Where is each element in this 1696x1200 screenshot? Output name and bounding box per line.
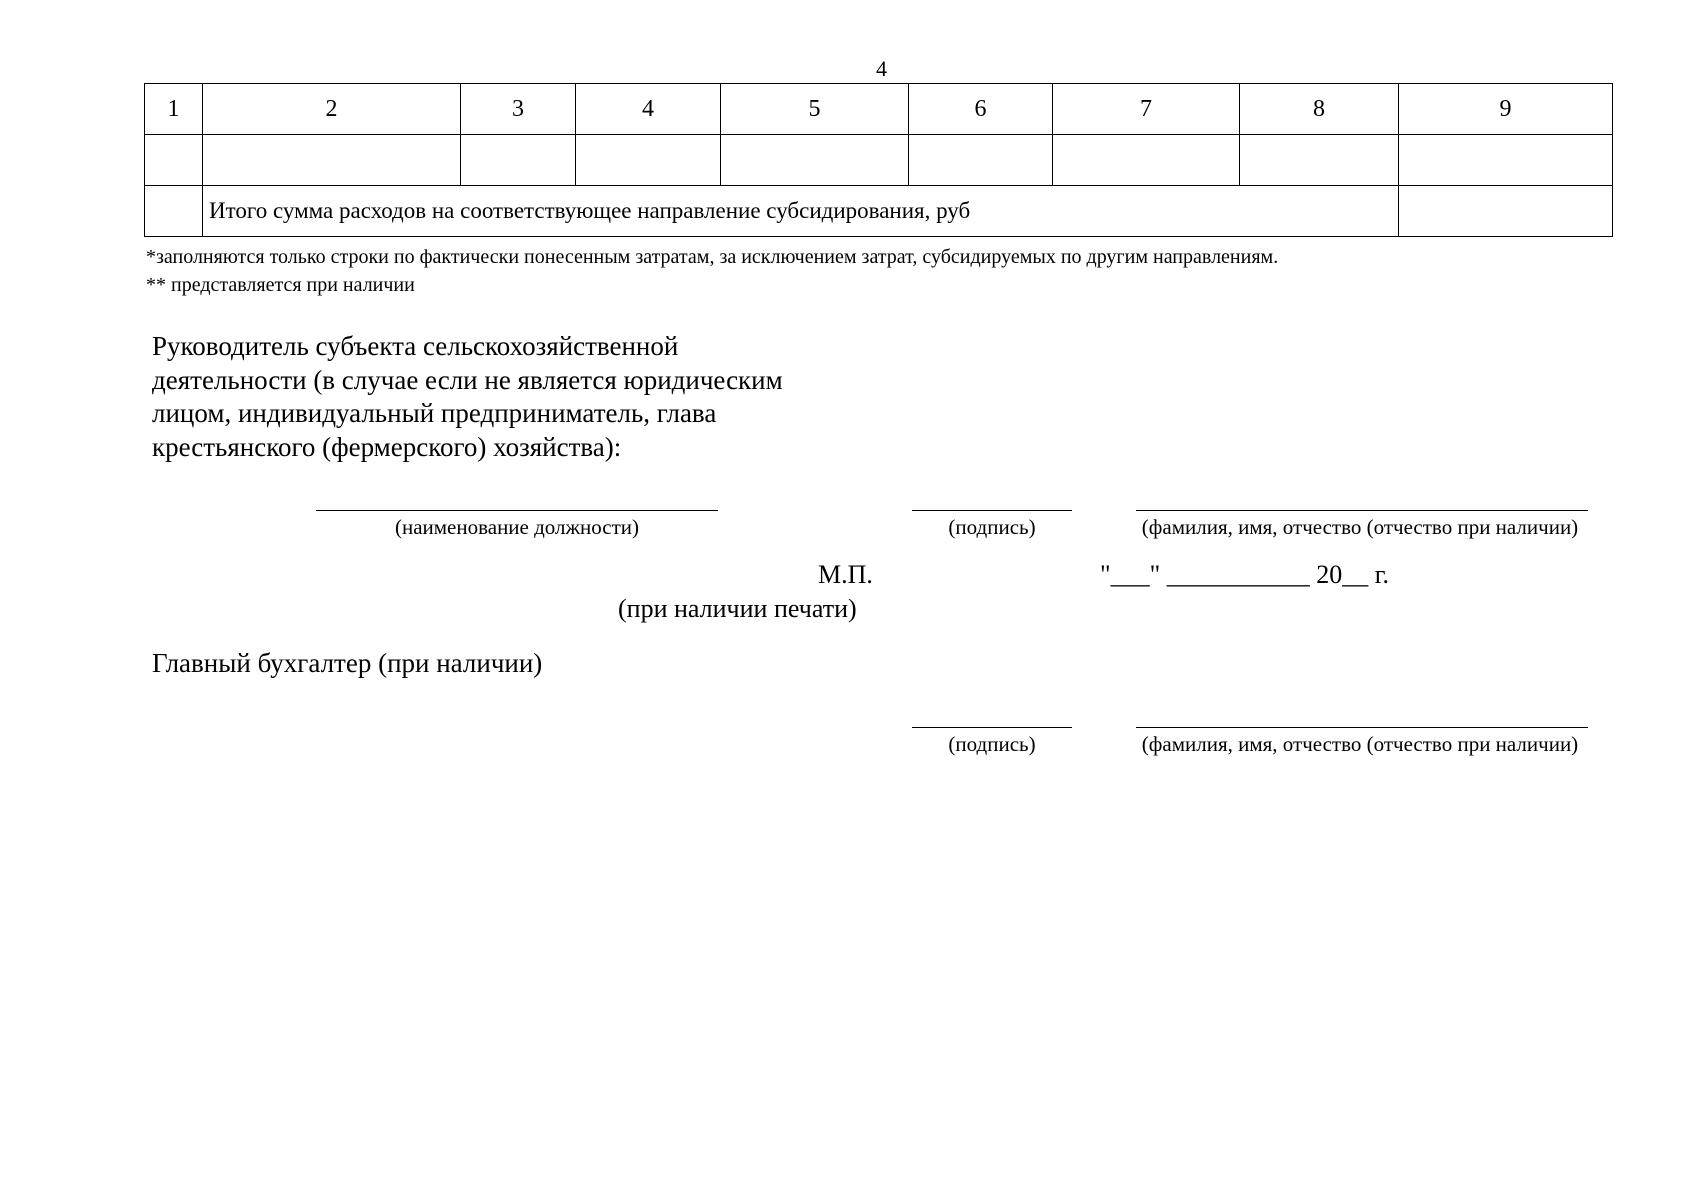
leader-title-line: Руководитель субъекта сельскохозяйственной — [152, 331, 679, 361]
chief-signature-line — [912, 727, 1072, 728]
total-value-cell — [1399, 186, 1613, 237]
leader-title-line: деятельности (в случае если не является юридическим — [152, 364, 783, 395]
leader-title-line: лицом, индивидуальный предприниматель, глава — [152, 398, 717, 428]
full-name-caption: (фамилия, имя, отчество (отчество при наличии) — [1141, 515, 1579, 539]
table-cell — [461, 135, 576, 186]
full-name-line — [1136, 510, 1588, 511]
chief-full-name-caption: (фамилия, имя, отчество (отчество при наличии) — [1141, 732, 1579, 756]
signature-caption: (подпись) — [948, 515, 1036, 539]
expenses-table — [144, 83, 1613, 237]
column-header: 5 — [721, 84, 909, 135]
column-header: 8 — [1240, 84, 1399, 135]
total-label: Итого сумма расходов на соответствующее направление субсидирования, руб — [203, 186, 1399, 237]
date-template: "___" ___________ 20__ г. — [1100, 560, 1389, 589]
table-cell — [203, 135, 461, 186]
page-number: 4 — [876, 56, 887, 81]
column-header: 7 — [1053, 84, 1240, 135]
position-line — [316, 510, 718, 511]
table-row — [145, 135, 1613, 186]
table-cell — [1240, 135, 1399, 186]
chief-full-name-line — [1136, 727, 1588, 728]
footnote-filled-rows: *заполняются только строки по фактически понесенным затратам, за исключением затрат, субсидируемых по другим направлениям. — [146, 246, 1279, 268]
table-cell — [1399, 135, 1613, 186]
table-cell — [1053, 135, 1240, 186]
leader-title-line: крестьянского (фермерского) хозяйства): — [152, 431, 622, 462]
table-total-row — [145, 186, 1613, 237]
table-cell — [145, 186, 203, 237]
column-header: 9 — [1399, 84, 1613, 135]
footnote-if-available: ** представляется при наличии — [146, 274, 415, 296]
table-header-row — [145, 84, 1613, 135]
column-header: 4 — [576, 84, 721, 135]
column-header: 2 — [203, 84, 461, 135]
leader-title — [152, 330, 872, 464]
table-cell — [721, 135, 909, 186]
table-cell — [576, 135, 721, 186]
column-header: 6 — [909, 84, 1053, 135]
chief-signature-caption: (подпись) — [948, 732, 1036, 756]
signature-line — [912, 510, 1072, 511]
table-cell — [145, 135, 203, 186]
stamp-label: М.П. — [818, 560, 873, 589]
position-caption: (наименование должности) — [394, 515, 640, 539]
table-cell — [909, 135, 1053, 186]
chief-accountant-label: Главный бухгалтер (при наличии) — [152, 648, 543, 678]
column-header: 3 — [461, 84, 576, 135]
column-header: 1 — [145, 84, 203, 135]
stamp-note: (при наличии печати) — [618, 594, 857, 623]
